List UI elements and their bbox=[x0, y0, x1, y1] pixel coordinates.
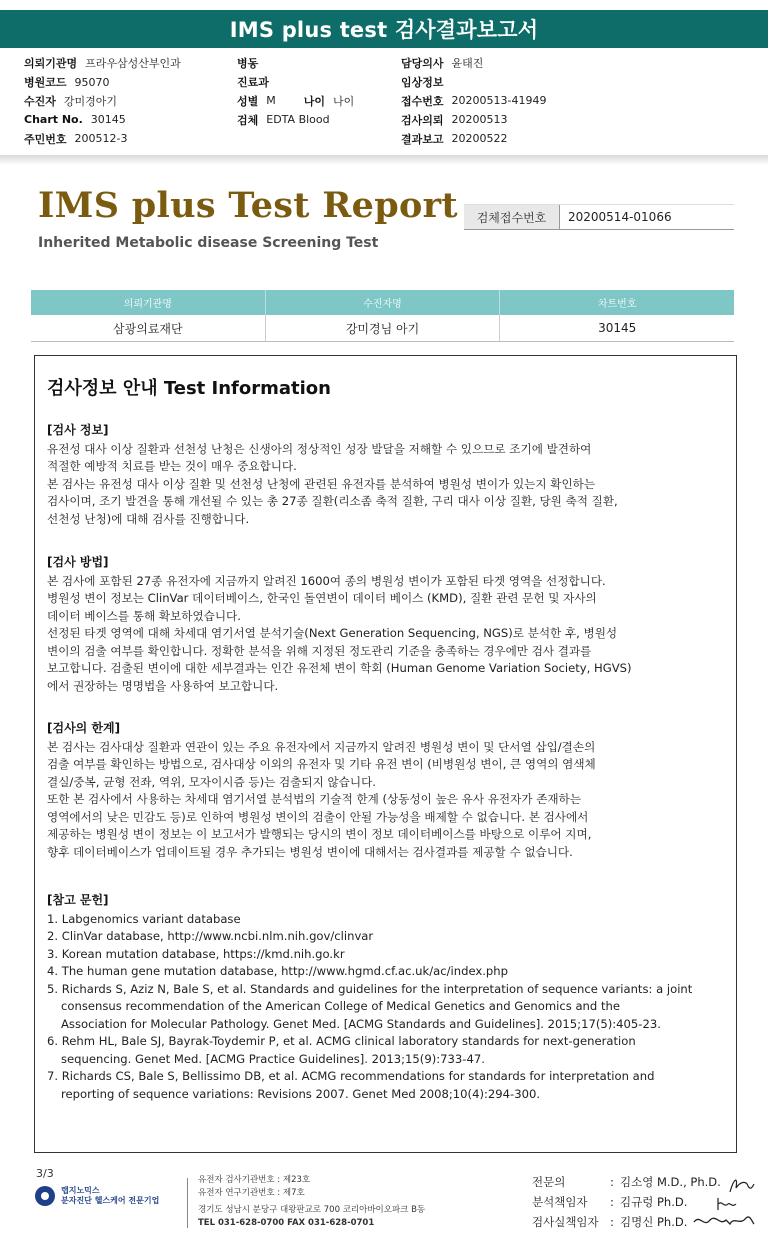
org-cell: 삼광의료재단 bbox=[31, 315, 266, 341]
info-value: 95070 bbox=[74, 75, 110, 89]
receipt-number-box bbox=[464, 204, 734, 230]
section-line: 검사이며, 조기 발견을 통해 개선될 수 있는 총 27종 질환(리소좀 축적 질환, 구리 대사 이상 질환, 당원 축적 질환, bbox=[47, 494, 618, 508]
info-row bbox=[24, 73, 754, 92]
info-cell bbox=[401, 112, 508, 128]
test-info-title: 검사정보 안내 Test Information bbox=[47, 378, 331, 399]
info-key: 병원코드 bbox=[24, 76, 67, 90]
signature-3-icon bbox=[690, 1210, 756, 1230]
reference-line: Association for Molecular Pathology. Genet Med. [ACMG Standards and Guidelines]. 2015;17(5):405-23. bbox=[61, 1016, 661, 1031]
section-line: 결실/중복, 균형 전좌, 역위, 모자이시즘 등)는 검출되지 않습니다. bbox=[47, 774, 376, 789]
section-divider bbox=[0, 155, 768, 165]
reference-line: 6. Rehm HL, Bale SJ, Bayrak-Toydemir P, et al. ACMG clinical laboratory standards for next-generation bbox=[47, 1034, 636, 1048]
logo-line: 분자진단 헬스케어 전문기업 bbox=[61, 1196, 160, 1205]
patient-info-grid bbox=[24, 54, 754, 148]
lab-info-line: 경기도 성남시 분당구 대왕판교로 700 코리아바이오파크 B동 bbox=[198, 1205, 426, 1215]
signer-name: 김소영 M.D., Ph.D. bbox=[620, 1175, 721, 1189]
section-line: 보고합니다. 검출된 변이에 대한 세부결과는 인간 유전체 변이 학회 (Human Genome Variation Society, HGVS) bbox=[47, 661, 632, 675]
footer-divider bbox=[187, 1178, 188, 1228]
signer-row bbox=[532, 1172, 721, 1192]
info-value: 20200522 bbox=[451, 132, 508, 146]
section-line: 데이터 베이스를 통해 확보하였습니다. bbox=[47, 608, 241, 623]
logo-circle-icon bbox=[35, 1186, 55, 1206]
info-cell bbox=[237, 55, 266, 71]
report-footer bbox=[0, 1160, 768, 1240]
info-value: 200512-3 bbox=[74, 132, 128, 146]
section-heading: [검사의 한계] bbox=[47, 721, 121, 735]
signer-name: 김명신 Ph.D. bbox=[620, 1215, 688, 1229]
section-references bbox=[47, 892, 737, 1103]
info-cell bbox=[24, 55, 181, 71]
section-test-info bbox=[47, 422, 737, 528]
section-line: 변이의 검출 여부를 확인합니다. 정확한 분석을 위해 지정된 정도관리 기준을 충족하는 경우에만 검사 결과를 bbox=[47, 643, 592, 658]
reference-line: consensus recommendation of the American College of Medical Genetics and Genomics and the bbox=[61, 999, 620, 1013]
section-line: 본 검사에 포함된 27종 유전자에 지금까지 알려진 1600여 종의 병원성 변이가 포함된 타겟 영역을 선정합니다. bbox=[47, 573, 606, 588]
signer-role: 검사실책임자 bbox=[532, 1215, 599, 1229]
section-line: 선천성 난청)에 대해 검사를 진행합니다. bbox=[47, 511, 250, 526]
reference-line: 5. Richards S, Aziz N, Bale S, et al. Standards and guidelines for the interpretation of sequence variants: a joint bbox=[47, 981, 693, 996]
reference-line: 7. Richards CS, Bale S, Bellissimo DB, et al. ACMG recommendations for standards for interpretation and bbox=[47, 1069, 655, 1083]
reference-line: reporting of sequence variations: Revisions 2007. Genet Med 2008;10(4):294-300. bbox=[61, 1086, 541, 1101]
info-value: 30145 bbox=[90, 113, 126, 127]
section-line: 영역에서의 낮은 민감도 등)로 인하여 병원성 변이의 검출이 안될 가능성을 배제할 수 없습니다. 본 검사에서 bbox=[47, 809, 589, 824]
section-line: 제공하는 병원성 변이 정보는 이 보고서가 발행되는 당시의 변이 정보 데이터베이스를 바탕으로 이루어 지며, bbox=[47, 827, 592, 841]
org-table-row bbox=[31, 315, 734, 342]
info-cell bbox=[24, 113, 126, 126]
info-cell bbox=[24, 131, 127, 147]
reference-item bbox=[47, 963, 737, 981]
org-header-cell: 차트번호 bbox=[597, 299, 637, 310]
info-key: 나이 bbox=[303, 94, 326, 108]
section-line: 또한 본 검사에서 사용하는 차세대 염기서열 분석법의 기술적 한계 (상동성이 높은 유사 유전자가 존재하는 bbox=[47, 792, 582, 806]
section-test-limits bbox=[47, 720, 737, 861]
info-key: 성별 bbox=[237, 94, 259, 108]
section-line: 병원성 변이 정보는 ClinVar 데이터베이스, 한국인 돌연변이 데이터 베이스 (KMD), 질환 관련 문헌 및 자사의 bbox=[47, 591, 597, 605]
section-line: 본 검사는 검사대상 질환과 연관이 있는 주요 유전자에서 지금까지 알려진 병원성 변이 및 단서열 삽입/결손의 bbox=[47, 739, 596, 754]
info-key: 검체 bbox=[237, 113, 259, 127]
section-heading: [검사 방법] bbox=[47, 555, 109, 569]
receipt-number-value: 20200514-01066 bbox=[568, 210, 672, 224]
info-cell bbox=[237, 74, 277, 90]
info-key: 의뢰기관명 bbox=[24, 57, 78, 71]
info-cell bbox=[237, 93, 354, 109]
reference-item bbox=[47, 928, 737, 946]
section-line: 유전성 대사 이상 질환과 선천성 난청은 신생아의 정상적인 성장 발달을 저해할 수 있으므로 조기에 발견하여 bbox=[47, 441, 592, 456]
logo-text bbox=[61, 1186, 159, 1206]
info-row bbox=[24, 54, 754, 73]
info-cell bbox=[24, 74, 110, 90]
section-line: 선정된 타겟 영역에 대해 차세대 염기서열 분석기술(Next Generation Sequencing, NGS)로 분석한 후, 병원성 bbox=[47, 626, 618, 640]
info-key: 진료과 bbox=[237, 76, 269, 90]
reference-item bbox=[47, 946, 737, 964]
section-heading: [참고 문헌] bbox=[47, 893, 109, 907]
info-key: 결과보고 bbox=[401, 132, 444, 146]
org-summary-table bbox=[31, 290, 734, 342]
receipt-number-label: 검체접수번호 bbox=[464, 205, 560, 229]
section-line: 검출 여부를 확인하는 방법으로, 검사대상 이외의 유전자 및 기타 유전 변이 (비병원성 변이, 큰 영역의 염색체 bbox=[47, 757, 596, 771]
signer-colon: : bbox=[610, 1215, 614, 1229]
info-value: 프라우삼성산부인과 bbox=[85, 57, 181, 71]
report-title: IMS plus Test Report bbox=[38, 185, 458, 226]
section-line: 향후 데이터베이스가 업데이트될 경우 추가되는 병원성 변이에 대해서는 검사결과를 제공할 수 없습니다. bbox=[47, 844, 573, 859]
section-heading: [검사 정보] bbox=[47, 423, 109, 437]
info-key: 담당의사 bbox=[401, 57, 444, 71]
info-key: 주민번호 bbox=[24, 132, 67, 146]
signer-colon: : bbox=[610, 1175, 614, 1189]
org-cell: 강미경님 아기 bbox=[266, 315, 501, 341]
signer-name: 김규렁 Ph.D. bbox=[620, 1195, 688, 1209]
report-subtitle: Inherited Metabolic disease Screening Test bbox=[38, 235, 379, 251]
signer-colon: : bbox=[610, 1195, 614, 1209]
info-cell bbox=[401, 93, 546, 109]
info-cell bbox=[237, 112, 330, 128]
report-header-title: IMS plus test 검사결과보고서 bbox=[229, 18, 539, 42]
signer-role: 전문의 bbox=[532, 1175, 566, 1189]
section-line: 본 검사는 유전성 대사 이상 질환 및 선천성 난청에 관련된 유전자를 분석하여 병원성 변이가 있는지 확인하는 bbox=[47, 476, 596, 491]
reference-item bbox=[47, 911, 737, 929]
reference-line: 3. Korean mutation database, https://kmd.nih.go.kr bbox=[47, 946, 345, 961]
reference-item bbox=[47, 1033, 737, 1068]
info-value: 강미경아기 bbox=[63, 94, 118, 108]
info-key: 수진자 bbox=[24, 94, 56, 108]
reference-line: 2. ClinVar database, http://www.ncbi.nlm.nih.gov/clinvar bbox=[47, 929, 374, 943]
test-information-box bbox=[34, 355, 737, 1153]
reference-line: 1. Labgenomics variant database bbox=[47, 911, 241, 926]
section-test-method bbox=[47, 554, 737, 695]
company-logo bbox=[35, 1186, 159, 1206]
signer-row bbox=[532, 1192, 721, 1212]
section-line: 에서 권장하는 명명법을 사용하여 보고합니다. bbox=[47, 678, 279, 693]
info-row bbox=[24, 92, 754, 111]
info-key: 접수번호 bbox=[401, 94, 444, 108]
org-table-header bbox=[31, 290, 734, 315]
section-line: 적절한 예방적 치료를 받는 것이 매우 중요합니다. bbox=[47, 459, 297, 473]
org-cell: 30145 bbox=[598, 321, 637, 335]
info-cell bbox=[401, 74, 452, 90]
page-number: 3/3 bbox=[36, 1167, 54, 1180]
info-key: Chart No. bbox=[24, 113, 83, 127]
logo-line: 랩지노믹스 bbox=[61, 1186, 100, 1195]
org-header-cell: 수진자명 bbox=[266, 290, 501, 315]
info-row bbox=[24, 110, 754, 129]
reference-list bbox=[47, 911, 737, 1104]
info-key: 병동 bbox=[237, 57, 259, 71]
reference-line: sequencing. Genet Med. [ACMG Practice Guidelines]. 2013;15(9):733-47. bbox=[61, 1051, 485, 1066]
signature-1-icon bbox=[726, 1174, 756, 1196]
info-value: 20200513 bbox=[451, 113, 508, 127]
info-cell bbox=[401, 55, 483, 71]
info-cell bbox=[24, 93, 117, 109]
reference-item bbox=[47, 981, 737, 1034]
signer-role: 분석책임자 bbox=[532, 1195, 588, 1209]
info-key: 검사의뢰 bbox=[401, 113, 444, 127]
lab-info-line: 유전자 연구기관번호 : 제7호 bbox=[198, 1187, 305, 1198]
report-header-banner bbox=[0, 10, 768, 48]
reference-line: 4. The human gene mutation database, http://www.hgmd.cf.ac.uk/ac/index.php bbox=[47, 964, 509, 978]
info-value: EDTA Blood bbox=[266, 113, 330, 127]
lab-info-line: TEL 031-628-0700 FAX 031-628-0701 bbox=[198, 1217, 375, 1228]
info-cell bbox=[401, 131, 508, 147]
info-key: 임상정보 bbox=[401, 76, 444, 90]
info-row bbox=[24, 129, 754, 148]
info-value: M bbox=[266, 94, 276, 108]
org-header-cell: 의뢰기관명 bbox=[31, 290, 266, 315]
info-value: 윤태진 bbox=[451, 57, 484, 71]
lab-info bbox=[198, 1174, 425, 1229]
lab-info-line: 유전자 검사기관번호 : 제23호 bbox=[198, 1175, 311, 1185]
info-value: 나이 bbox=[333, 94, 355, 108]
reference-item bbox=[47, 1068, 737, 1103]
info-value: 20200513-41949 bbox=[451, 94, 547, 108]
